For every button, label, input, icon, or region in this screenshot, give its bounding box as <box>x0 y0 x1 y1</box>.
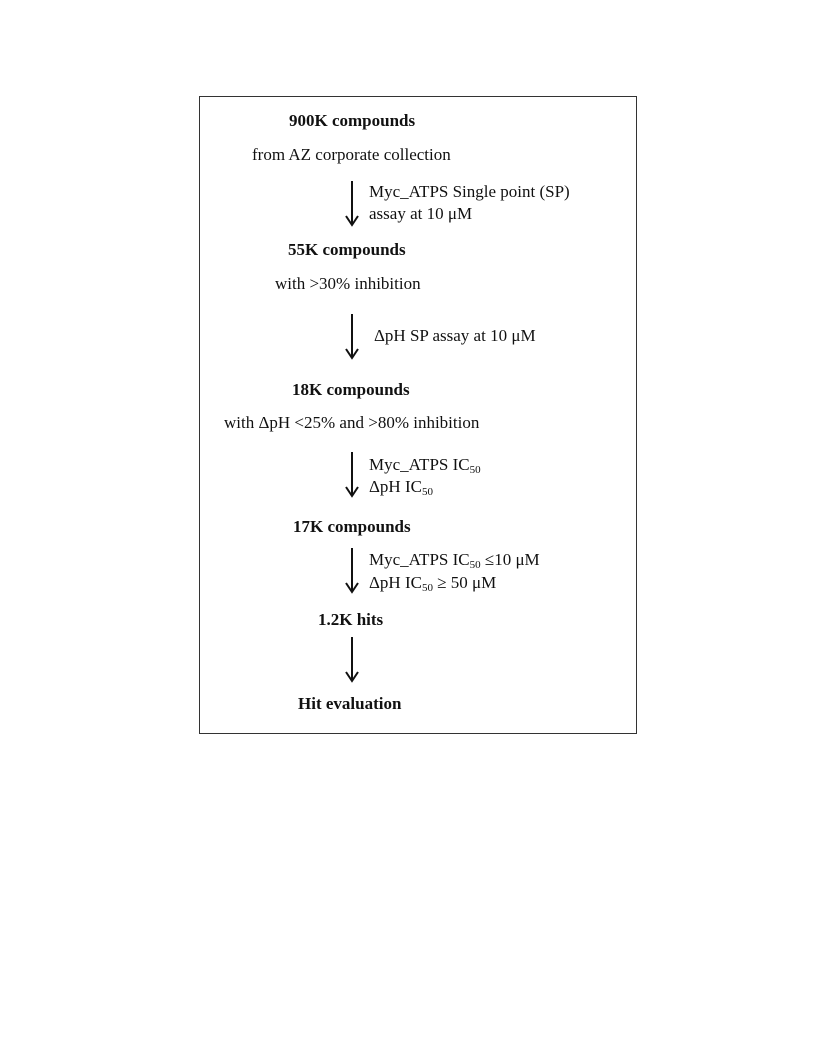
step-55k-subtitle: with >30% inhibition <box>275 274 421 293</box>
step-900k-title: 900K compounds <box>289 111 416 130</box>
step-900k-subtitle: from AZ corporate collection <box>252 145 451 164</box>
arrow-1-label-line1: Myc_ATPS Single point (SP) <box>369 182 570 201</box>
down-arrow-2 <box>344 314 360 360</box>
down-arrow-4 <box>344 548 360 594</box>
step-18k-title: 18K compounds <box>292 380 410 399</box>
arrow-3-label-line2: ΔpH $IC_{50}$ <box>369 477 433 498</box>
step-17k-title: 17K compounds <box>293 517 411 536</box>
arrow-1-label-line2: assay at 10 μM <box>369 204 473 223</box>
down-arrow-1 <box>344 181 360 227</box>
arrow-4-label-line1: Myc_ATPS $IC_{50} \le 10$ μM <box>369 550 540 571</box>
arrow-3-label-line1: Myc_ATPS $IC_{50}$ <box>369 455 481 476</box>
step-18k-subtitle: with ΔpH <25% and >80% inhibition <box>224 413 480 432</box>
step-hits-title: 1.2K hits <box>318 610 384 629</box>
step-55k-title: 55K compounds <box>288 240 406 259</box>
step-hit-evaluation: Hit evaluation <box>298 694 402 713</box>
arrow-2-label: ΔpH SP assay at 10 μM <box>374 326 536 345</box>
arrow-4-label-line2: ΔpH $IC_{50} \ge 50$ μM <box>369 573 497 594</box>
down-arrow-5 <box>344 637 360 683</box>
down-arrow-3 <box>344 452 360 498</box>
